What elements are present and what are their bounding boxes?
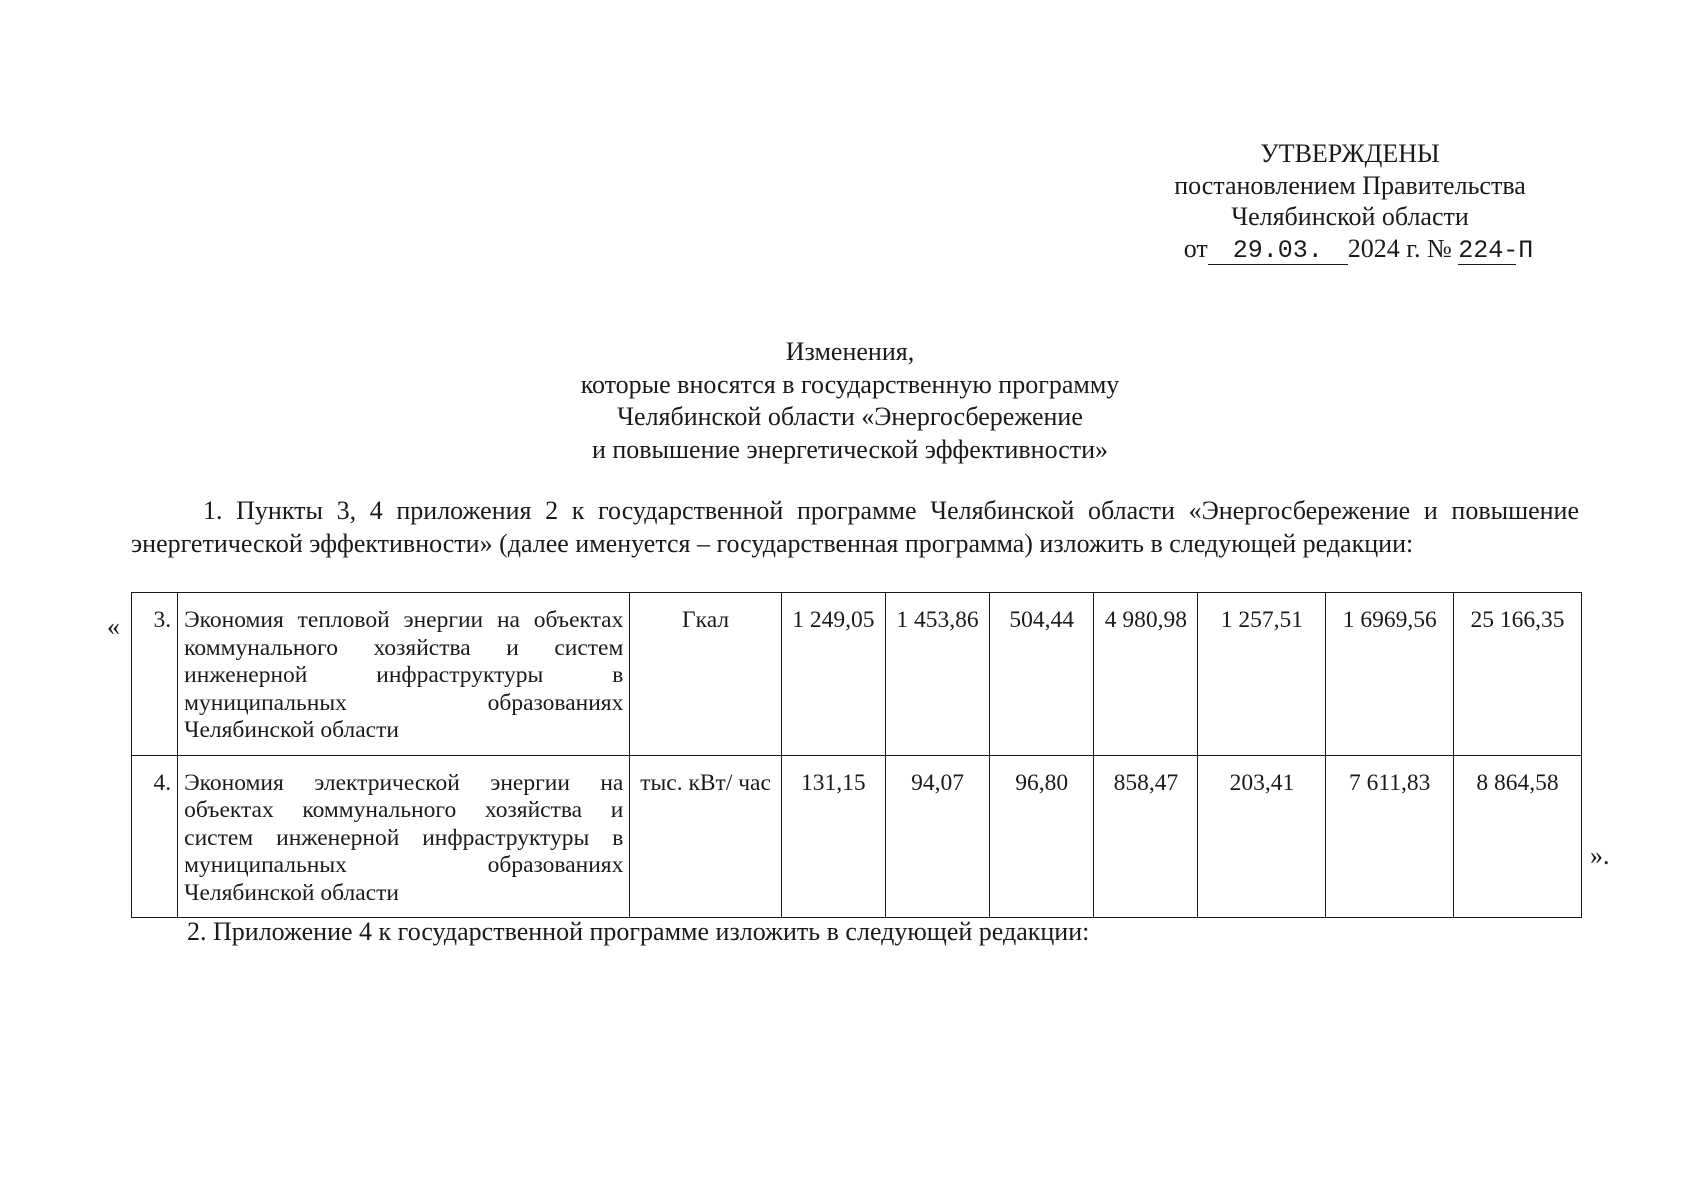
row-value: 131,15 [781, 755, 885, 918]
title-line-3: Челябинской области «Энергосбережение [617, 402, 1083, 431]
title-line-2: которые вносятся в государственную программу [580, 369, 1120, 399]
opening-quote: « [107, 612, 120, 641]
paragraph-1 [131, 495, 1579, 560]
approval-line-1: постановлением Правительства [1174, 170, 1526, 200]
date-prefix: от [1183, 233, 1208, 263]
table-row [132, 593, 1582, 756]
row-number: 4. [132, 755, 178, 918]
row-value: 96,80 [990, 755, 1094, 918]
title-line-4: и повышение энергетической эффективности» [591, 434, 1109, 464]
row-value: 25 166,35 [1454, 593, 1582, 756]
document-number: 224-П [1458, 235, 1534, 265]
approval-date-line [1120, 233, 1580, 265]
row-value: 858,47 [1094, 755, 1198, 918]
closing-quote: ». [1590, 841, 1610, 870]
row-value: 1 257,51 [1198, 593, 1326, 756]
row-unit: Гкал [630, 593, 781, 756]
indicators-table [131, 592, 1582, 918]
paragraph-2: 2. Приложение 4 к государственной программе изложить в следующей редакции: [187, 917, 1090, 946]
approval-block [1120, 138, 1580, 265]
row-value: 504,44 [990, 593, 1094, 756]
row-value: 1 249,05 [781, 593, 885, 756]
date-value: 29.03. [1208, 238, 1348, 265]
row-unit: тыс. кВт/ час [630, 755, 781, 918]
row-value: 203,41 [1198, 755, 1326, 918]
row-number: 3. [132, 593, 178, 756]
row-value: 4 980,98 [1094, 593, 1198, 756]
row-value: 8 864,58 [1454, 755, 1582, 918]
document-title [420, 336, 1280, 466]
year-suffix: 2024 г. № [1347, 233, 1452, 263]
row-name: Экономия электрической энергии на объектах коммунального хозяйства и систем инженерной инфраструктуры в муниципальных образованиях Челябинской области [178, 755, 630, 918]
row-name: Экономия тепловой энергии на объектах коммунального хозяйства и систем инженерной инфраструктуры в муниципальных образованиях Челябинской области [178, 593, 630, 756]
title-line-1: Изменения, [785, 337, 915, 366]
row-value: 7 611,83 [1326, 755, 1454, 918]
approval-line-2: Челябинской области [1231, 202, 1469, 231]
approval-heading: УТВЕРЖДЕНЫ [1260, 139, 1440, 168]
paragraph-1-text: 1. Пункты 3, 4 приложения 2 к государственной программе Челябинской области «Энергосбережение и повышение энергетической эффективности» (далее именуется – государственная программа) изложить в следующей редакции: [131, 496, 1579, 558]
row-value: 1 453,86 [885, 593, 989, 756]
row-value: 94,07 [885, 755, 989, 918]
row-value: 1 6969,56 [1326, 593, 1454, 756]
table-row [132, 755, 1582, 918]
